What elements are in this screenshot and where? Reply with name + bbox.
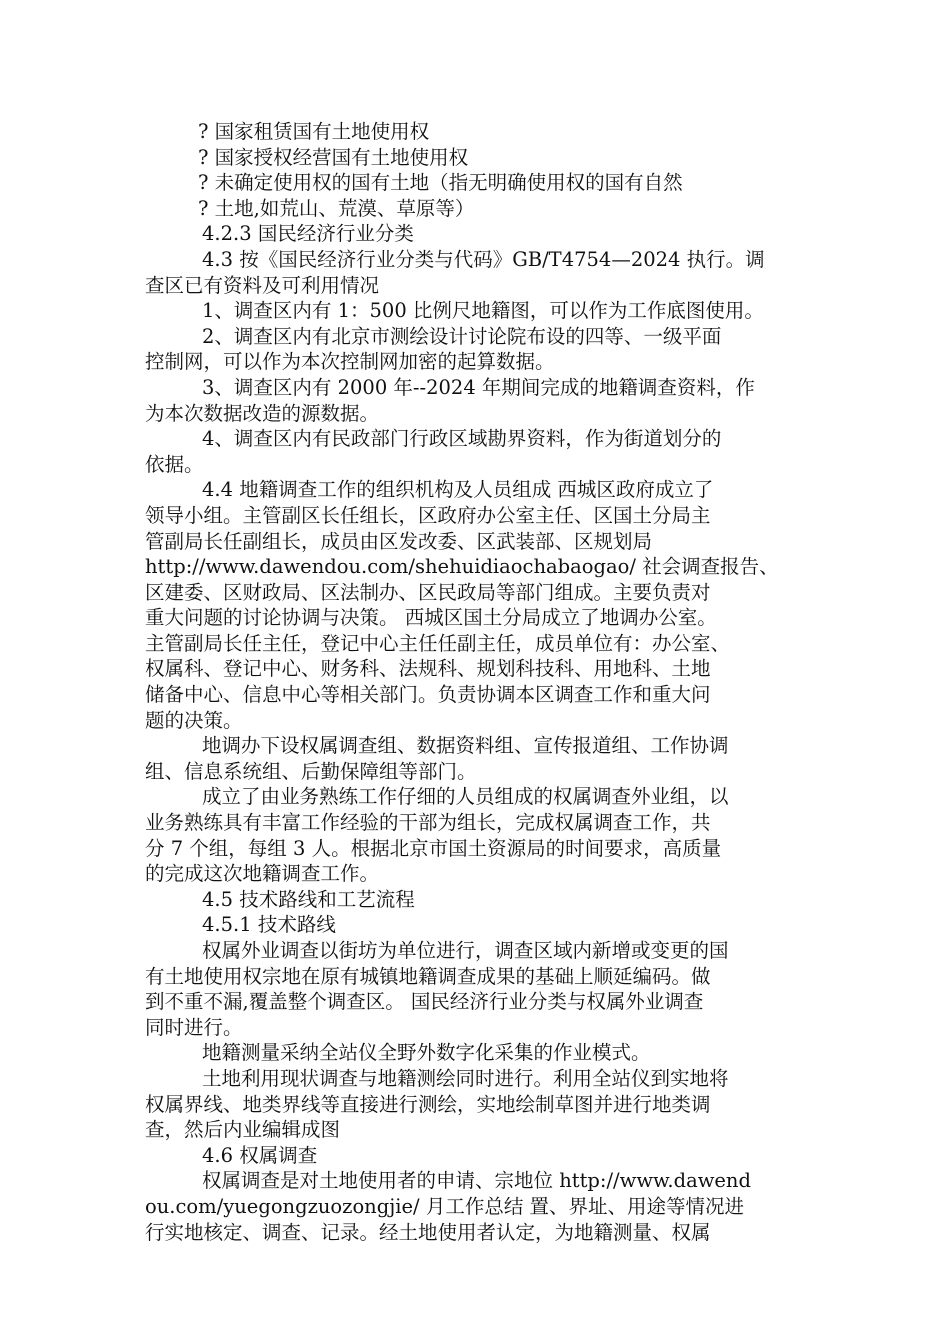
section-heading: 4.3 按《国民经济行业分类与代码》GB/T4754—2024 执行。调 xyxy=(202,247,765,271)
paragraph-line: 权属外业调查以街坊为单位进行，调查区域内新增或变更的国 xyxy=(202,939,729,962)
paragraph-line: 题的决策。 xyxy=(145,708,243,732)
section-heading: 4.2.3 国民经济行业分类 xyxy=(202,222,414,246)
paragraph-line: 地籍测量采纳全站仪全野外数字化采集的作业模式。 xyxy=(202,1041,651,1065)
section-heading: 4.5.1 技术路线 xyxy=(202,913,336,937)
paragraph-line: 土地利用现状调查与地籍测绘同时进行。利用全站仪到实地将 xyxy=(202,1066,729,1090)
paragraph-line: 组、信息系统组、后勤保障组等部门。 xyxy=(145,759,477,783)
paragraph-line: 区建委、区财政局、区法制办、区民政局等部门组成。主要负责对 xyxy=(145,580,711,604)
paragraph-line: 分 7 个组，每组 3 人。根据北京市国土资源局的时间要求，高质量 xyxy=(145,836,722,860)
paragraph-line: 2、调查区内有北京市测绘设计讨论院布设的四等、一级平面 xyxy=(202,324,722,348)
paragraph-line: 依据。 xyxy=(145,452,204,476)
bullet-line: ? 国家租赁国有土地使用权 xyxy=(198,120,430,143)
paragraph-line: 重大问题的讨论协调与决策。 西城区国土分局成立了地调办公室。 xyxy=(145,606,717,630)
paragraph-line: 同时进行。 xyxy=(145,1015,243,1039)
paragraph-line: 成立了由业务熟练工作仔细的人员组成的权属调查外业组，以 xyxy=(202,785,729,809)
section-heading: 4.6 权属调查 xyxy=(202,1143,318,1167)
paragraph-line: 3、调查区内有 2000 年--2024 年期间完成的地籍调查资料，作 xyxy=(202,375,755,399)
paragraph-line: 查区已有资料及可利用情况 xyxy=(145,273,380,297)
bullet-line: ? 未确定使用权的国有土地（指无明确使用权的国有自然 xyxy=(198,171,683,195)
paragraph-line: http://www.dawendou.com/shehuidiaochabaogao/ 社会调查报告、 xyxy=(145,555,779,579)
paragraph-line: ou.com/yuegongzuozongjie/ 月工作总结 置、界址、用途等情况进 xyxy=(145,1194,745,1218)
paragraph-line: 的完成这次地籍调查工作。 xyxy=(145,862,380,886)
paragraph-line: 地调办下设权属调查组、数据资料组、宣传报道组、工作协调 xyxy=(202,734,729,758)
paragraph-line: 控制网，可以作为本次控制网加密的起算数据。 xyxy=(145,350,555,374)
paragraph-line: 储备中心、信息中心等相关部门。负责协调本区调查工作和重大问 xyxy=(145,683,711,707)
section-heading: 4.4 地籍调查工作的组织机构及人员组成 西城区政府成立了 xyxy=(202,478,714,502)
paragraph-line: 权属调查是对土地使用者的申请、宗地位 http://www.dawend xyxy=(202,1169,751,1193)
paragraph-line: 管副局长任副组长，成员由区发改委、区武装部、区规划局 xyxy=(145,529,653,553)
paragraph-line: 为本次数据改造的源数据。 xyxy=(145,401,380,425)
paragraph-line: 主管副局长任主任，登记中心主任任副主任，成员单位有：办公室、 xyxy=(145,631,731,655)
paragraph-line: 权属科、登记中心、财务科、法规科、规划科技科、用地科、土地 xyxy=(145,657,711,681)
paragraph-line: 权属界线、地类界线等直接进行测绘，实地绘制草图并进行地类调 xyxy=(145,1092,711,1116)
paragraph-line: 有土地使用权宗地在原有城镇地籍调查成果的基础上顺延编码。做 xyxy=(145,964,711,988)
bullet-line: ? 土地,如荒山、荒漠、草原等） xyxy=(198,196,475,220)
paragraph-line: 行实地核定、调查、记录。经土地使用者认定，为地籍测量、权属 xyxy=(145,1220,711,1244)
paragraph-line: 到不重不漏,覆盖整个调查区。 国民经济行业分类与权属外业调查 xyxy=(145,990,704,1014)
paragraph-line: 查，然后内业编辑成图 xyxy=(145,1118,341,1142)
paragraph-line: 领导小组。主管副区长任组长，区政府办公室主任、区国土分局主 xyxy=(145,503,711,527)
paragraph-line: 1、调查区内有 1：500 比例尺地籍图，可以作为工作底图使用。 xyxy=(202,299,764,323)
bullet-line: ? 国家授权经营国有土地使用权 xyxy=(198,145,469,169)
document-body xyxy=(145,119,805,1245)
section-heading: 4.5 技术路线和工艺流程 xyxy=(202,887,415,911)
paragraph-line: 4、调查区内有民政部门行政区域勘界资料，作为街道划分的 xyxy=(202,427,722,451)
paragraph-line: 业务熟练具有丰富工作经验的干部为组长，完成权属调查工作，共 xyxy=(145,811,711,835)
